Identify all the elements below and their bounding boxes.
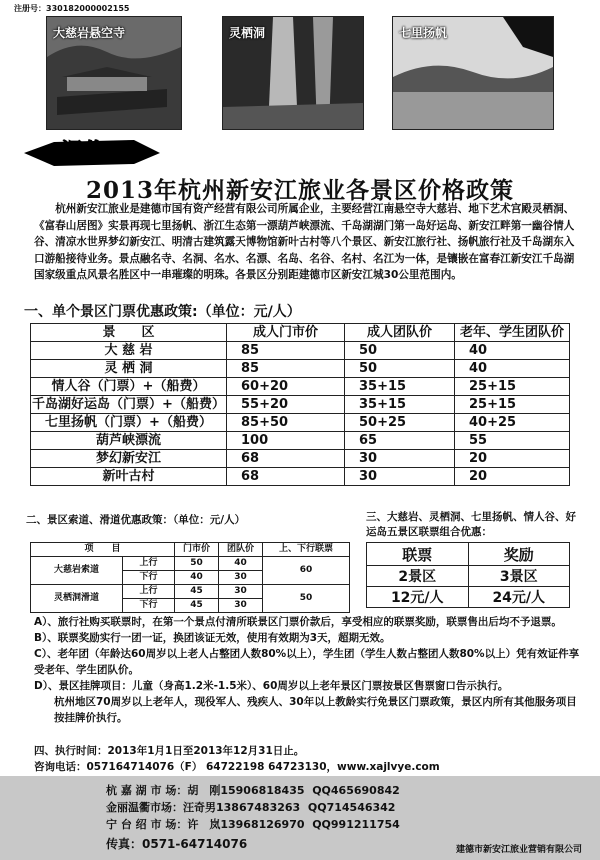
scenic-name: 新叶古村 [31,468,227,486]
price-cell: 30 [219,571,263,585]
company-name: 建德市新安江旅业营销有限公司 [455,845,582,855]
contact-mobile: 13867483263 [216,801,301,814]
price-cell: 40 [175,571,219,585]
price-cell: 40 [455,360,570,378]
market-label: 杭 嘉 湖 市 场： [106,784,188,797]
price-cell: 68 [227,450,345,468]
price-cell: 30 [219,585,263,599]
execution-period: 四、执行时间：2013年1月1日至2013年12月31日止。 [34,745,305,757]
contact-name: 汪奇男 [183,801,216,814]
price-cell: 85 [227,342,345,360]
section-1-heading: 一、单个景区门票优惠政策:（单位：元/人） [24,304,301,320]
price-cell: 30 [345,450,455,468]
price-cell: 65 [345,432,455,450]
cableway-table [30,542,350,613]
header-cell: 景 区 [31,324,227,342]
market-label: 宁 台 绍 市 场： [106,818,188,831]
table-row [31,342,570,360]
contact-row [106,799,395,815]
price-cell: 40 [455,342,570,360]
photo-qiliyangfan [392,16,554,130]
combo-price-cell: 50 [263,585,350,613]
note-b: B）、联票奖励实行一团一证，换团该证无效，使用有效期为3天，超期无效。 [34,632,391,644]
photo-caption: 大慈岩悬空寺 [53,26,126,40]
page-title: 2013年杭州新安江旅业各景区价格政策 [85,177,514,204]
item-name: 大慈岩索道 [31,557,123,585]
item-name: 灵栖洞滑道 [31,585,123,613]
registration-number: 注册号：330182000002155 [14,4,130,13]
direction-cell: 上行 [123,557,175,571]
price-cell: 85 [227,360,345,378]
combo-cell: 2景区 [367,566,469,587]
header-cell: 团队价 [219,543,263,557]
price-cell: 55 [455,432,570,450]
header-cell: 联票 [367,543,469,566]
table-row [31,468,570,486]
photo-daciyan [46,16,182,130]
price-cell: 100 [227,432,345,450]
note-c: C）、老年团（年龄达60周岁以上老人占整团人数80%以上），学生团（学生人数占整团人数80%以上）凭有效证件享受老年、学生团队价。 [34,648,580,676]
table-row [31,378,570,396]
header-cell: 上、下行联票 [263,543,350,557]
intro-paragraph: 杭州新安江旅业是建德市国有资产经营有限公司所属企业，主要经营江南悬空寺大慈岩、地下艺术宫殿灵栖洞、《富春山居图》实景再现七里扬帆、浙江生态第一漂葫芦峡漂流、千岛湖湖门第一岛好运岛、新安江畔第一幽谷情人谷、清凉水世界梦幻新安江、明清古建筑露天博物馆新叶古村等八个景区、新安江旅行社、扬帆旅行社及千岛湖东入口游船接待业务。景点融名寺、名洞、名水、名漂、名岛、名谷、名村、名江为一体，是镶嵌在富春江新安江千岛湖国家级重点风景名胜区中一串璀璨的明珠。各景区分别距建德市区新安江城30公里范围内。 [34,203,575,281]
combo-cell: 12元/人 [367,587,469,608]
price-cell: 68 [227,468,345,486]
price-cell: 20 [455,468,570,486]
scenic-name: 灵 栖 洞 [31,360,227,378]
price-cell: 40 [219,557,263,571]
contact-name: 胡 刚 [187,784,221,797]
photo-caption: 七里扬帆 [399,26,448,40]
header-cell: 项 目 [31,543,175,557]
scenic-name: 梦幻新安江 [31,450,227,468]
table-row [31,450,570,468]
table-row [31,414,570,432]
table-header-row [367,543,570,566]
price-cell: 25+15 [455,396,570,414]
table-header-row [31,543,350,557]
contact-qq: QQ714546342 [307,801,396,814]
price-cell: 50+25 [345,414,455,432]
price-cell: 35+15 [345,378,455,396]
note-d-continued: 杭州地区70周岁以上老年人，现役军人、残疾人、30年以上教龄实行免景区门票政策，景区内所有其他服务项目按挂牌价执行。 [54,696,577,724]
contact-row [106,816,400,832]
direction-cell: 下行 [123,599,175,613]
combo-cell: 3景区 [468,566,570,587]
note-a: A）、旅行社购买联票时，在第一个景点付清所联景区门票价款后，享受相应的联票奖励，联票售出后均不予退票。 [34,616,562,628]
table-row [31,585,350,599]
price-adjust-banner: 调价 [62,138,106,162]
contact-mobile: 13968126970 [220,818,305,831]
price-cell: 35+15 [345,396,455,414]
price-cell: 50 [345,342,455,360]
price-cell: 45 [175,599,219,613]
header-cell: 门市价 [175,543,219,557]
price-cell: 20 [455,450,570,468]
contact-mobile: 15906818435 [220,784,305,797]
header-cell: 奖励 [468,543,570,566]
direction-cell: 下行 [123,571,175,585]
contact-name: 许 岚 [187,818,221,831]
price-cell: 40+25 [455,414,570,432]
photo-lingqidong [222,16,364,130]
section-3-heading: 三、大慈岩、灵栖洞、七里扬帆、情人谷、好运岛五景区联票组合优惠： [366,511,576,538]
scenic-name: 情人谷（门票）+（船费） [31,378,227,396]
price-cell: 30 [219,599,263,613]
price-cell: 25+15 [455,378,570,396]
header-cell: 老年、学生团队价 [455,324,570,342]
fax: 传真：0571-64714076 [106,837,248,851]
contact-qq: QQ465690842 [312,784,400,797]
table-row [31,396,570,414]
header-cell: 成人门市价 [227,324,345,342]
table-row [367,566,570,587]
ticket-price-table [30,323,570,486]
header-cell: 成人团队价 [345,324,455,342]
note-d: D）、景区挂牌项目：儿童（身高1.2米-1.5米）、60周岁以上老年景区门票按景区售票窗口告示执行。 [34,680,509,692]
photo-caption: 灵栖洞 [229,26,266,40]
scenic-name: 大 慈 岩 [31,342,227,360]
price-cell: 30 [345,468,455,486]
price-cell: 50 [175,557,219,571]
section-2-heading: 二、景区索道、滑道优惠政策：（单位：元/人） [26,514,246,526]
contact-phone: 咨询电话：057164714076（F） 64722198 64723130，www.xajlvye.com [34,761,440,773]
table-header-row [31,324,570,342]
price-cell: 60+20 [227,378,345,396]
combo-price-cell: 60 [263,557,350,585]
notes-list [34,614,582,726]
scenic-name: 七里扬帆（门票）+（船费） [31,414,227,432]
contact-row [106,782,400,798]
table-row [367,587,570,608]
combo-ticket-table [366,542,570,608]
market-label: 金丽温衢市场： [106,801,183,814]
table-row [31,557,350,571]
contact-qq: QQ991211754 [312,818,400,831]
table-row [31,360,570,378]
price-cell: 50 [345,360,455,378]
scenic-name: 千岛湖好运岛（门票）+（船费） [32,397,225,412]
scenic-name: 葫芦峡漂流 [31,432,227,450]
price-cell: 45 [175,585,219,599]
table-row [31,432,570,450]
combo-cell: 24元/人 [468,587,570,608]
price-cell: 55+20 [227,396,345,414]
direction-cell: 上行 [123,585,175,599]
price-cell: 85+50 [227,414,345,432]
